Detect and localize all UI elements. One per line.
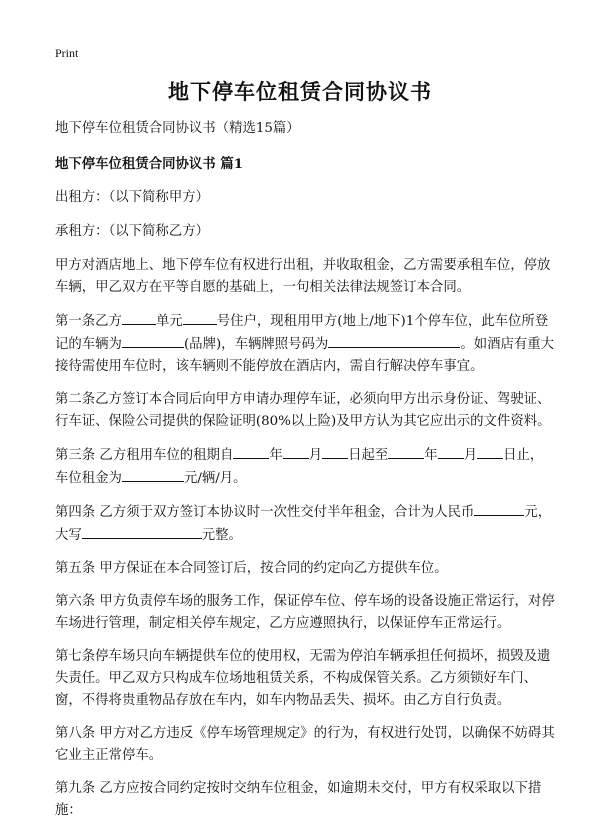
blank-field xyxy=(328,333,460,348)
intro-paragraph: 甲方对酒店地上、地下停车位有权进行出租，并收取租金，乙方需要承租车位，停放车辆，甲乙双方在平等自愿的基础上，一句相关法律法规签订本合同。 xyxy=(55,258,551,295)
article-3-text: 日止，车位租金为 xyxy=(55,448,544,486)
article-3-text: 元/辆/月。 xyxy=(183,471,247,486)
article-2: 第二条乙方签订本合同后向甲方申请办理停车证，必须向甲方出示身份证、驾驶证、行车证、保险公司提供的保险证明(80%以上险)及甲方认为其它应出示的文件资料。 xyxy=(55,392,551,429)
article-1-text: (品牌)，车辆牌照号码为 xyxy=(183,337,329,352)
article-6: 第六条 甲方负责停车场的服务工作，保证停车位、停车场的设备设施正常运行，对停车场进行管理，制定相关停车规定，乙方应遵照执行，以保证停车正常运行。 xyxy=(55,594,555,631)
blank-field xyxy=(122,333,184,348)
blank-field xyxy=(122,467,184,482)
article-3 xyxy=(55,444,555,490)
blank-field xyxy=(322,444,348,459)
article-9: 第九条 乙方应按合同约定按时交纳车位租金，如逾期未交付，甲方有权采取以下措施： xyxy=(55,781,542,818)
article-1-text: 号住户，现租用甲方(地上/地下)1个停车位，此车位所登记的车辆为 xyxy=(55,314,549,352)
blank-field xyxy=(122,310,156,325)
document-title: 地下停车位租赁合同协议书 xyxy=(168,79,432,104)
article-1-text: 。如酒店有重大接待需使用车位时，该车辆则不能停放在酒店内，需自行解决停车事宜。 xyxy=(55,337,555,374)
blank-field xyxy=(233,444,269,459)
article-4-text: 元，大写 xyxy=(55,505,552,543)
blank-field xyxy=(82,524,202,539)
article-5: 第五条 甲方保证在本合同签订后，按合同的约定向乙方提供车位。 xyxy=(55,561,448,576)
article-3-text: 年 xyxy=(424,448,438,463)
article-4-text: 第四条 乙方须于双方签订本协议时一次性交付半年租金，合计为人民币 xyxy=(55,505,475,520)
print-link[interactable]: Print xyxy=(55,46,79,60)
article-4 xyxy=(55,501,555,547)
article-3-text: 日起至 xyxy=(348,448,389,463)
article-3-text: 第三条 乙方租用车位的租期自 xyxy=(55,448,234,463)
section-heading: 地下停车位租赁合同协议书 篇1 xyxy=(55,156,244,172)
blank-field xyxy=(438,444,464,459)
article-1-text: 第一条乙方 xyxy=(55,314,122,329)
document-subtitle: 地下停车位租赁合同协议书（精选15篇） xyxy=(55,121,300,136)
document-body xyxy=(55,118,555,833)
article-3-text: 年 xyxy=(269,448,283,463)
blank-field xyxy=(183,310,217,325)
article-8: 第八条 甲方对乙方违反《停车场管理规定》的行为，有权进行处罚，以确保不妨碍其它业主正常停车。 xyxy=(55,726,555,763)
blank-field xyxy=(283,444,309,459)
article-3-text: 月 xyxy=(463,448,478,463)
lessee-line: 承租方：（以下简称乙方） xyxy=(55,224,209,239)
blank-field xyxy=(474,501,524,516)
article-7: 第七条停车场只向车辆提供车位的使用权，无需为停泊车辆承担任何损坏，损毁及遗失责任。甲乙双方只构成车位场地租赁关系，不构成保管关系。乙方须锁好车门、窗，不得将贵重物品存放在车内，如车内物品丢失、损坏。由乙方自行负责。 xyxy=(55,649,551,708)
lessor-line: 出租方：（以下简称甲方） xyxy=(55,190,209,205)
blank-field xyxy=(388,444,424,459)
article-1 xyxy=(55,310,555,378)
article-3-text: 月 xyxy=(308,448,323,463)
article-4-text: 元整。 xyxy=(201,528,242,543)
article-1-text: 单元 xyxy=(155,314,183,329)
blank-field xyxy=(477,444,503,459)
